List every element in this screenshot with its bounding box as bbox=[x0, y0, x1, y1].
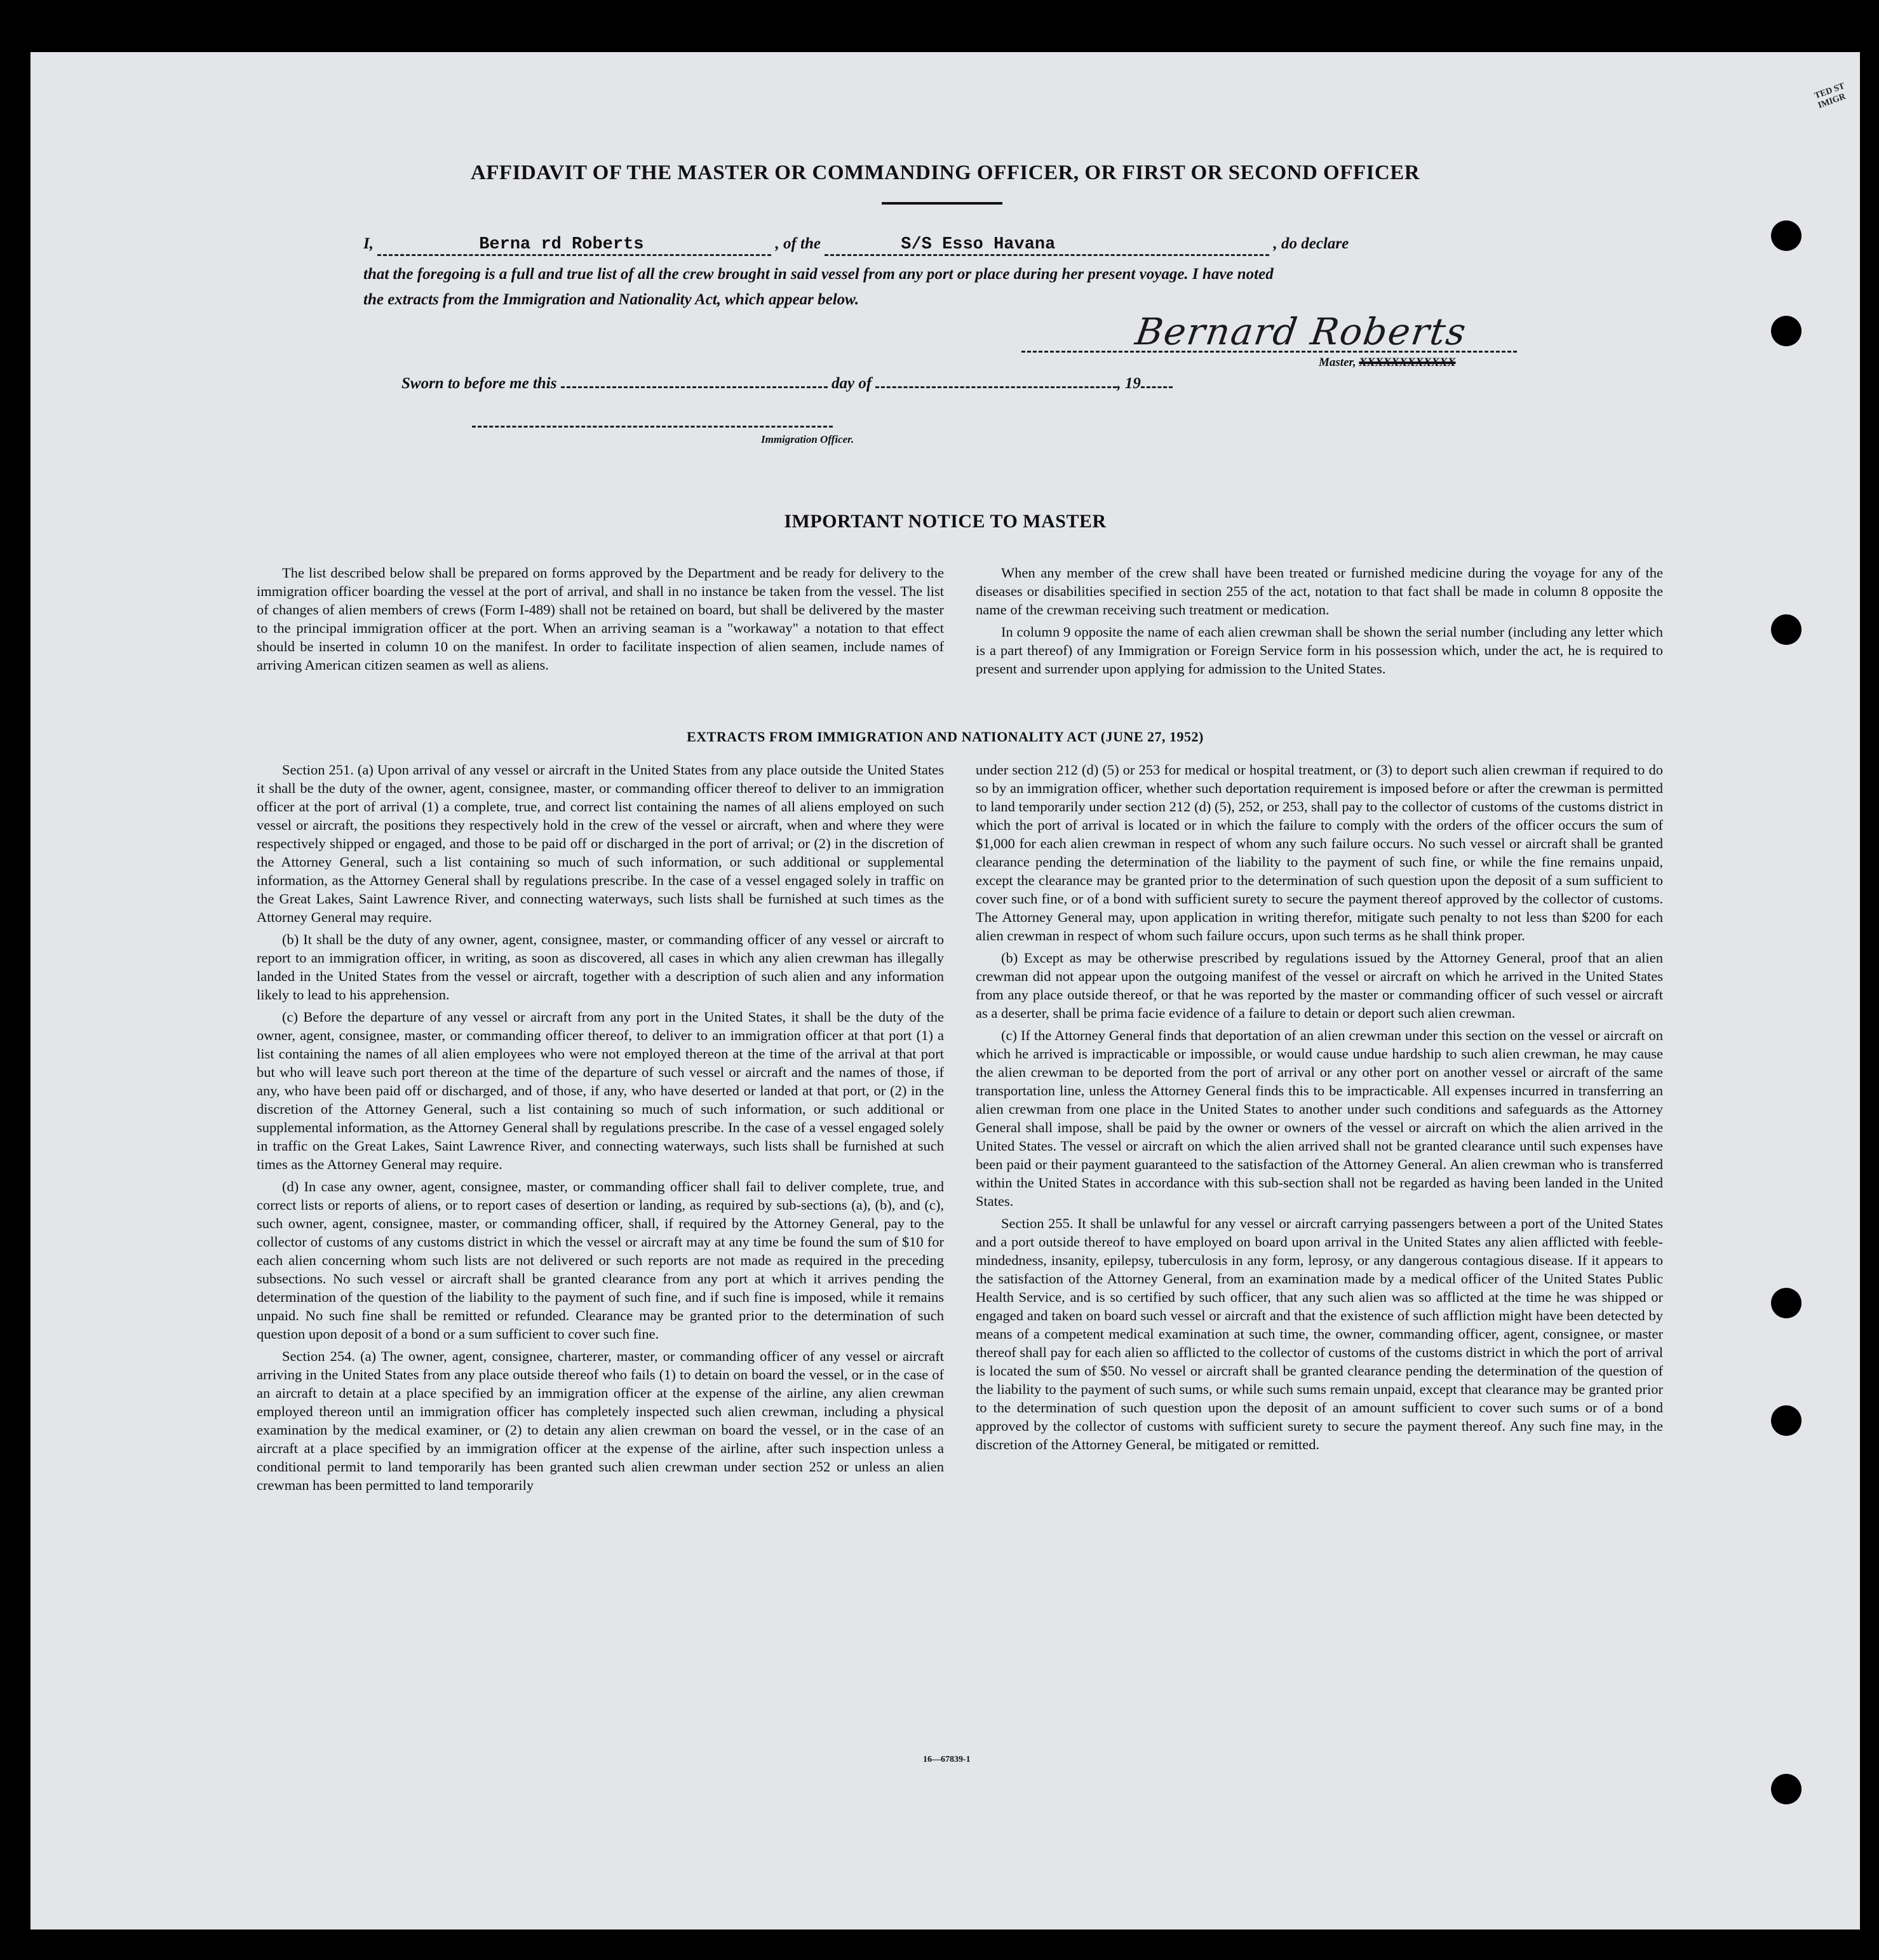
master-caption-label: Master, bbox=[1319, 356, 1356, 369]
notice-title: IMPORTANT NOTICE TO MASTER bbox=[784, 511, 1107, 532]
vessel-name: S/S Esso Havana bbox=[901, 235, 1056, 254]
extract-paragraph: (b) It shall be the duty of any owner, agent, consignee, master, or commanding officer of any vessel or aircraft to report to an immigration officer, in writing, as soon as discovered, all cases in which any alien crewman has illegally landed in the United States from the vessel or aircraft, together with a description of such alien and any information likely to lead to his apprehension. bbox=[257, 931, 944, 1003]
extract-paragraph: (d) In case any owner, agent, consignee, master, or commanding officer shall fail to deliver complete, true, and correct lists or reports of aliens, or to report cases of desertion or landing, as required by sub-sections (a), (b), and (c), such owner, agent, consignee, master, or commanding officer, shall, if required by the Attorney General, pay to the collector of customs of any customs district in which the vessel or aircraft may at any time be found the sum of $10 for each alien concerning whom such lists are not delivered or such reports are not made as required in the preceding subsections. No such vessel or aircraft shall be granted clearance from any port at which it arrives pending the determination of the question of the liability to the payment of such fine, and if such fine is imposed, while it remains unpaid. No such fine shall be remitted or refunded. Clearance may be granted prior to the determination of such question upon deposit of a bond or a sum sufficient to cover such fine. bbox=[257, 1179, 944, 1342]
extract-paragraph: Section 254. (a) The owner, agent, consignee, charterer, master, or commanding officer of any vessel or aircraft arriving in the United States from any place outside thereof who fails (1) to detain on board the vessel, or in the case of an aircraft to detain at a place specified by an immigration officer at the expense of the airline, any alien crewman employed thereon until an immigration officer has completely inspected such alien crewman, including a physical examination by the medical examiner, or (2) to detain any alien crewman on board the vessel, or in the case of an aircraft at a place specified by an immigration officer at the expense of the airline, after such inspection unless a conditional permit to land temporarily has been granted such alien crewman under section 252 or unless an alien crewman has been permitted to land temporarily bbox=[257, 1348, 944, 1493]
notice-right-column bbox=[976, 564, 1663, 682]
extract-paragraph: (b) Except as may be otherwise prescribed by regulations issued by the Attorney General, proof that an alien crewman did not appear upon the outgoing manifest of the vessel or aircraft on which he arrived in the United States from any place outside thereof, or that he was reported by the master or commanding officer of such vessel or aircraft as a deserter, shall be prima facie evidence of a failure to detain or deport such alien crewman. bbox=[976, 950, 1663, 1021]
notice-paragraph: When any member of the crew shall have been treated or furnished medicine during the voyage for any of the diseases or disabilities specified in section 255 of the act, notation to that fact shall be made in column 8 opposite the name of the crewman receiving such treatment or medication. bbox=[976, 565, 1663, 618]
declaration-text-line-2: that the foregoing is a full and true list of all the crew brought in said vessel from any port or place during her present voyage. I have noted bbox=[363, 266, 1274, 283]
notice-paragraph: In column 9 opposite the name of each alien crewman shall be shown the serial number (including any letter which is a part thereof) of any Immigration or Foreign Service form in his possession which, under the act, he is required to present and surrender upon applying for admission to the United States. bbox=[976, 624, 1663, 677]
declaration-line bbox=[363, 235, 1349, 256]
punch-hole bbox=[1771, 614, 1802, 645]
form-number: 16—67839-1 bbox=[923, 1755, 971, 1764]
extracts-left-column bbox=[257, 760, 944, 1498]
sworn-day-field bbox=[561, 386, 828, 388]
title-rule bbox=[882, 202, 1002, 205]
declaration-prefix: I, bbox=[363, 235, 374, 252]
document-sheet bbox=[30, 52, 1860, 1930]
punch-hole bbox=[1771, 1405, 1802, 1436]
year-label: , 19 bbox=[1117, 375, 1141, 392]
punch-hole bbox=[1771, 220, 1802, 251]
officer-caption: Immigration Officer. bbox=[761, 433, 854, 445]
declaration-text-line-3: the extracts from the Immigration and Nationality Act, which appear below. bbox=[363, 291, 859, 308]
vessel-name-field bbox=[825, 235, 1269, 256]
notice-left-column bbox=[257, 564, 944, 678]
signature-line bbox=[1021, 351, 1517, 353]
sworn-year-field bbox=[1141, 386, 1173, 388]
do-declare-label: , do declare bbox=[1273, 235, 1349, 252]
of-the-label: , of the bbox=[775, 235, 821, 252]
sworn-prefix: Sworn to before me this bbox=[401, 375, 557, 392]
master-caption bbox=[1319, 356, 1455, 370]
extract-paragraph: (c) If the Attorney General finds that deportation of an alien crewman under this section on the vessel or aircraft on which he arrived is impracticable or impossible, or would cause undue hardship to such alien crewman, he may cause the alien crewman to be deported from the port of arrival or any other port on another vessel or aircraft of the same transportation line, unless the Attorney General finds this to be impracticable. All expenses incurred in transferring an alien crewman from one place in the United States to another under such conditions and safeguards as the Attorney General shall impose, shall be paid by the owner or owners of the vessel or aircraft on which the alien arrived in the United States. The vessel or aircraft on which the alien arrived shall not be granted clearance until such expenses have been paid or their payment guaranteed to the satisfaction of the Attorney General. An alien crewman who is transferred within the United States in accordance with this sub-section shall not be regarded as having been landed in the United States. bbox=[976, 1027, 1663, 1209]
punch-hole bbox=[1771, 316, 1802, 346]
officer-signature-line bbox=[472, 426, 833, 428]
sworn-month-field bbox=[875, 386, 1117, 388]
sworn-line bbox=[401, 375, 1173, 393]
master-signature: Bernard Roberts bbox=[1133, 310, 1470, 353]
affidavit-title: AFFIDAVIT OF THE MASTER OR COMMANDING OFFICER, OR FIRST OR SECOND OFFICER bbox=[470, 161, 1420, 184]
master-name-field bbox=[377, 235, 771, 256]
punch-hole bbox=[1771, 1774, 1802, 1804]
extract-paragraph: (c) Before the departure of any vessel or aircraft from any port in the United States, it shall be the duty of the owner, agent, consignee, master, or commanding officer thereof, to deliver to an immigration officer at that port (1) a list containing the names of all alien employees who were not employed thereon at the time of the arrival at that port but who will leave such port thereon at the time of the departure of such vessel or aircraft and the names of those, if any, who have been paid off or discharged, and of those, if any, who have deserted or landed at that port, or (2) in the discretion of the Attorney General, such a list containing so much of such information, or such additional or supplemental information, as the Attorney General shall by regulations prescribe. In the case of a vessel engaged solely in traffic on the Great Lakes, Saint Lawrence River, and connecting waterways, such lists shall be furnished at such times as the Attorney General may require. bbox=[257, 1009, 944, 1172]
notice-paragraph: The list described below shall be prepared on forms approved by the Department and be ready for delivery to the immigration officer boarding the vessel at the port of arrival, and shall in no instance be taken from the vessel. The list of changes of alien members of crews (Form I-489) shall not be retained on board, but shall be delivered by the master to the principal immigration officer at the port. When an arriving seaman is a "workaway" a notation to that effect should be inserted in column 10 on the manifest. In order to facilitate inspection of alien seamen, include names of arriving American citizen seamen as well as aliens. bbox=[257, 565, 944, 673]
struck-title: XXXXXXXXXXXX bbox=[1359, 356, 1456, 369]
extract-paragraph: under section 212 (d) (5) or 253 for medical or hospital treatment, or (3) to deport such alien crewman if required to do so by an immigration officer, whether such deportation requirement is imposed before or after the crewman is permitted to land temporarily under section 212 (d) (5), 252, or 253, shall pay to the collector of customs of the customs district in which the port of arrival is located or in which the failure to comply with the orders of the officer occurs the sum of $1,000 for each alien crewman in respect of whom any such failure occurs. No such vessel or aircraft shall be granted clearance pending the determination of the liability to the payment of such fine, or while the fine remains unpaid, except the clearance may be granted prior to the determination of such question upon the deposit of a sum sufficient to cover such fine, or of a bond with sufficient surety to secure the payment thereof approved by the collector of customs. The Attorney General may, upon application in writing therefor, mitigate such penalty to not less than $200 for each alien crewman in respect of whom such failure occurs, upon such terms as he shall think proper. bbox=[976, 762, 1663, 943]
day-of-label: day of bbox=[831, 375, 872, 392]
corner-stamp: TED ST IMIGR bbox=[1813, 81, 1847, 111]
extract-paragraph: Section 255. It shall be unlawful for any vessel or aircraft carrying passengers between a port of the United States and a port outside thereof to have employed on board upon arrival in the United States any alien afflicted with feeble-mindedness, insanity, epilepsy, tuberculosis in any form, leprosy, or any dangerous contagious disease. If it appears to the satisfaction of the Attorney General, from an examination made by a medical officer of the United States Public Health Service, and is so certified by such officer, that any such alien was so afflicted at the time he was shipped or engaged and taken on board such vessel or aircraft and that the existence of such affliction might have been detected by means of a competent medical examination at such time, the owner, commanding officer, agent, consignee, or master thereof shall pay for each alien so afflicted to the collector of customs of the customs district in which the port of arrival is located the sum of $50. No vessel or aircraft shall be granted clearance pending the determination of the question of the liability to the payment of such sums, or while such sums remain unpaid, except that clearance may be granted prior to the determination of such question upon the deposit of an amount sufficient to cover such sums or of a bond approved by the collector of customs with sufficient surety to secure the payment thereof. Any such fine may, in the discretion of the Attorney General, be mitigated or remitted. bbox=[976, 1215, 1663, 1452]
extracts-title: EXTRACTS FROM IMMIGRATION AND NATIONALITY ACT (JUNE 27, 1952) bbox=[687, 729, 1204, 745]
master-name: Berna rd Roberts bbox=[479, 235, 644, 254]
extracts-right-column bbox=[976, 760, 1663, 1457]
extract-paragraph: Section 251. (a) Upon arrival of any vessel or aircraft in the United States from any place outside the United States it shall be the duty of the owner, agent, consignee, master, or commanding officer thereof to deliver to an immigration officer at the port of arrival (1) a complete, true, and correct list containing the names of all aliens employed on such vessel or aircraft, the positions they respectively hold in the crew of the vessel or aircraft, when and where they were respectively shipped or engaged, and those to be paid off or discharged in the port of arrival; or (2) in the discretion of the Attorney General, such a list containing so much of such information, or such additional or supplemental information, as the Attorney General shall by regulations prescribe. In the case of a vessel engaged solely in traffic on the Great Lakes, Saint Lawrence River, and connecting waterways, such lists shall be furnished at such times as the Attorney General may require. bbox=[257, 762, 944, 925]
punch-hole bbox=[1771, 1288, 1802, 1318]
